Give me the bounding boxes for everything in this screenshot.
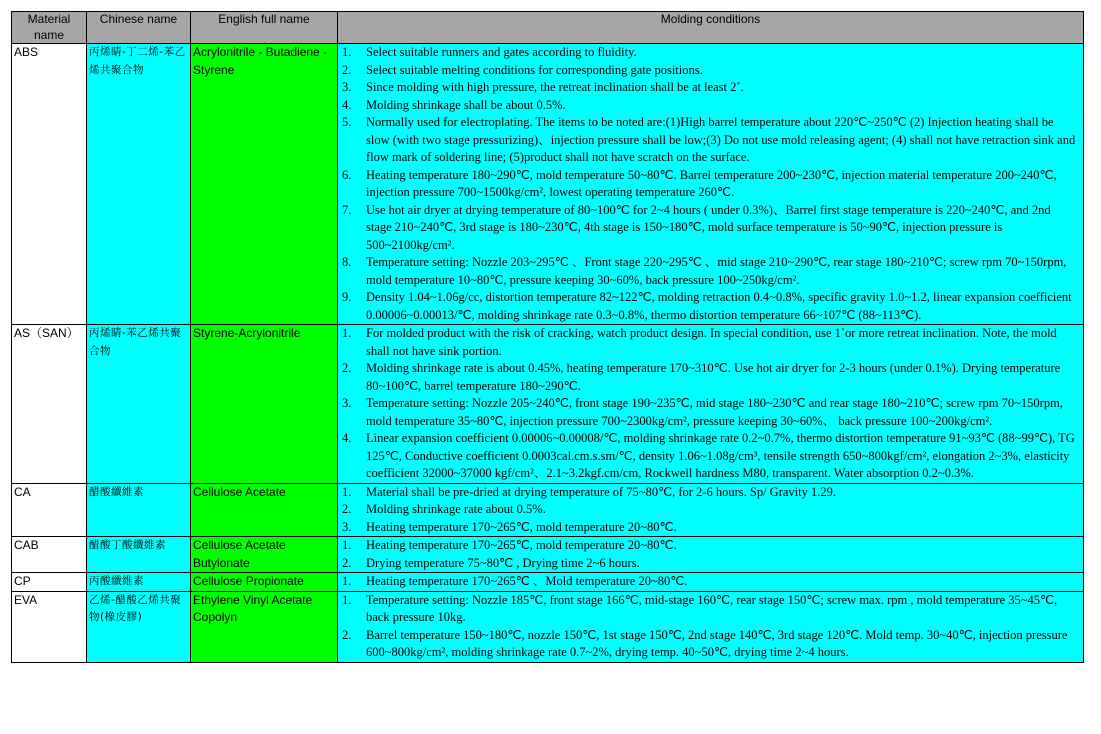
condition-item: [340, 501, 1081, 519]
chinese-name-cell: 醋酸纖維素: [87, 483, 191, 537]
condition-number: 1.: [342, 592, 352, 607]
condition-text: Molding shrinkage rate about 0.5%.: [366, 502, 546, 516]
material-name-cell: CA: [12, 483, 87, 537]
condition-number: 3.: [342, 519, 352, 534]
header-english-full-name: English full name: [191, 12, 338, 44]
condition-item: [340, 325, 1081, 360]
table-row: [12, 591, 1084, 662]
condition-item: [340, 484, 1081, 502]
condition-text: Heating temperature 170~265℃ 、Mold temperature 20~80℃.: [366, 574, 688, 588]
material-name-cell: CAB: [12, 537, 87, 573]
condition-item: [340, 627, 1081, 662]
condition-number: 1.: [342, 574, 352, 588]
condition-item: [340, 167, 1081, 202]
material-name-cell: EVA: [12, 591, 87, 662]
condition-item: [340, 360, 1081, 395]
header-material-name: Material name: [12, 12, 87, 44]
condition-text: Density 1.04~1.06g/cc, distortion temperature 82~122℃, molding retraction 0.4~0.8%, specific gravity 1.0~1.2, linear expansion coefficient 0.00006~0.00013/℃, molding shrinkage rate 0.3~0.8%, thermo distortion temperature 66~107℃ (88~113℃).: [366, 290, 1072, 322]
molding-conditions-cell: [338, 591, 1084, 662]
condition-number: 7.: [342, 202, 352, 217]
table-row: [12, 537, 1084, 573]
condition-text: Heating temperature 180~290℃, mold temperature 50~80℃. Barrel temperature 200~230℃, injection material temperature 200~240℃, injection pressure 700~1500kg/cm², lowest operating temperature 260℃.: [366, 167, 1057, 199]
condition-number: 5.: [342, 115, 352, 129]
condition-number: 4.: [342, 97, 352, 112]
condition-item: [340, 254, 1081, 289]
header-chinese-name: Chinese name: [87, 12, 191, 44]
conditions-list: [340, 325, 1081, 483]
condition-item: [340, 537, 1081, 555]
english-name-cell: Cellulose Acetate Butyionate: [191, 537, 338, 573]
english-name-cell: Cellulose Acetate: [191, 483, 338, 537]
condition-text: For molded product with the risk of cracking, watch product design. In special condition, use 1˚or more retreat inclination. Note, the mold shall not have sink portion.: [366, 326, 1057, 358]
condition-text: Material shall be pre-dried at drying temperature of 75~80℃, for 2-6 hours. Sp/ Gravity 1.29.: [366, 484, 836, 499]
header-row: [12, 12, 1084, 44]
condition-text: Select suitable runners and gates according to fluidity.: [366, 45, 637, 59]
condition-number: 2.: [342, 361, 352, 375]
condition-item: [340, 519, 1081, 537]
condition-item: [340, 430, 1081, 483]
chinese-name-cell: 乙烯-醋酸乙烯共聚物(橡皮膠): [87, 591, 191, 662]
conditions-list: [340, 537, 1081, 572]
condition-number: 3.: [342, 80, 352, 94]
condition-item: [340, 114, 1081, 167]
condition-number: 4.: [342, 431, 352, 445]
condition-text: Temperature setting: Nozzle 203~295℃ 、Front stage 220~295℃ 、mid stage 210~290℃, rear stage 180~210℃; screw rpm 70~150rpm, mold temperature 10~80℃, pressure keeping 30~60%, back pressure 100~250kg/cm².: [366, 255, 1067, 287]
condition-number: 2.: [342, 627, 352, 642]
condition-number: 3.: [342, 396, 352, 410]
condition-text: Barrel temperature 150~180℃, nozzle 150℃, 1st stage 150℃, 2nd stage 140℃, 3rd stage 120℃. Mold temp. 30~40℃, injection pressure 600~800kg/cm², molding shrinkage rate 0.7~2%, drying temp. 40~50℃, drying time 2~4 hours.: [366, 627, 1068, 659]
condition-item: [340, 44, 1081, 62]
condition-number: 6.: [342, 167, 352, 182]
condition-number: 1.: [342, 538, 352, 552]
condition-item: [340, 97, 1081, 115]
table-row: [12, 44, 1084, 325]
condition-text: Drying temperature 75~80℃ , Drying time 2~6 hours.: [366, 555, 640, 570]
condition-text: Heating temperature 170~265℃, mold temperature 20~80℃.: [366, 519, 677, 534]
condition-number: 2.: [342, 502, 352, 516]
material-name-cell: CP: [12, 573, 87, 592]
material-name-cell: ABS: [12, 44, 87, 325]
condition-text: Heating temperature 170~265℃, mold temperature 20~80℃.: [366, 538, 677, 552]
condition-text: Normally used for electroplating. The items to be noted are:(1)High barrel temperature about 220℃~250℃ (2) Injection heating shall be slow (with two stage pressurizing)、injection pressure shall be low;(3) Do not use mold releasing agent; (4) shall not have retraction sink and flow mark of soldering line; (5)product shall not have scratch on the surface.: [366, 115, 1076, 164]
condition-item: [340, 289, 1081, 324]
molding-conditions-cell: [338, 537, 1084, 573]
molding-conditions-table: [11, 11, 1084, 663]
condition-item: [340, 592, 1081, 627]
condition-number: 2.: [342, 555, 352, 570]
condition-item: [340, 555, 1081, 573]
molding-conditions-cell: [338, 44, 1084, 325]
conditions-list: [340, 592, 1081, 662]
condition-item: [340, 395, 1081, 430]
condition-text: Temperature setting: Nozzle 205~240℃, front stage 190~235℃, mid stage 180~230℃ and rear stage 180~210℃; screw rpm 70~150rpm, mold temperature 35~80℃, injection pressure 700~2300kg/cm², pressure keeping 30~60%、 back pressure 100~200kg/cm².: [366, 396, 1063, 428]
condition-text: Since molding with high pressure, the retreat inclination shall be at least 2˚.: [366, 80, 744, 94]
chinese-name-cell: 丙烯睛-丁二烯-苯乙烯共聚合物: [87, 44, 191, 325]
header-molding-conditions: Molding conditions: [338, 12, 1084, 44]
condition-text: Use hot air dryer at drying temperature of 80~100℃ for 2~4 hours ( under 0.3%)、Barrel first stage temperature is 220~240℃, and 2nd stage 210~240℃, 3rd stage is 180~230℃, 4th stage is 150~180℃, mold surface temperature is 50~90℃, injection pressure is 500~2100kg/cm².: [366, 202, 1051, 252]
molding-conditions-cell: [338, 483, 1084, 537]
table-body: [12, 44, 1084, 663]
condition-text: Temperature setting: Nozzle 185℃, front stage 166℃, mid-stage 160℃, rear stage 150℃; screw max. rpm , mold temperature 35~45℃, back pressure 10kg.: [366, 592, 1058, 624]
condition-number: 9.: [342, 290, 352, 304]
condition-text: Molding shrinkage shall be about 0.5%.: [366, 97, 566, 112]
condition-number: 1.: [342, 484, 352, 499]
conditions-list: [340, 573, 1081, 591]
chinese-name-cell: 醋酸丁酸纖維素: [87, 537, 191, 573]
molding-conditions-cell: [338, 325, 1084, 484]
table-row: [12, 325, 1084, 484]
condition-item: [340, 202, 1081, 255]
condition-text: Select suitable melting conditions for corresponding gate positions.: [366, 62, 703, 77]
condition-number: 1.: [342, 45, 352, 59]
molding-conditions-cell: [338, 573, 1084, 592]
condition-item: [340, 79, 1081, 97]
condition-number: 8.: [342, 255, 352, 269]
condition-number: 1.: [342, 326, 352, 340]
english-name-cell: Cellulose Propionate: [191, 573, 338, 592]
condition-number: 2.: [342, 62, 352, 77]
english-name-cell: Ethylene Vinyl Acetate Copolyn: [191, 591, 338, 662]
condition-text: Molding shrinkage rate is about 0.45%, heating temperature 170~310℃. Use hot air dryer for 2-3 hours (under 0.1%). Drying temperature 80~100℃, barrel temperature 180~290℃.: [366, 361, 1061, 393]
condition-item: [340, 573, 1081, 591]
condition-text: Linear expansion coefficient 0.00006~0.00008/℃, molding shrinkage rate 0.2~0.7%, thermo distortion temperature 91~93℃ (88~99℃), TG 125℃, Conductive coefficient 0.0003cal.cm.s.sm/℃, density 1.06~1.08g/cm³, tensile strength 650~800kgf/cm², elongation 2~3%, elasticity coefficient 32000~37000 kgf/cm²、2.1~3.2kgf.cm/cm, Rockwell hardness M80, transparent. Water absorption 0.2~0.3%.: [366, 431, 1075, 480]
table-row: [12, 483, 1084, 537]
condition-item: [340, 62, 1081, 80]
conditions-list: [340, 484, 1081, 537]
material-name-cell: AS（SAN）: [12, 325, 87, 484]
english-name-cell: Styrene-Acrylonitrile: [191, 325, 338, 484]
english-name-cell: Acrylonitrile - Butadiene - Styrene: [191, 44, 338, 325]
conditions-list: [340, 44, 1081, 324]
table-row: [12, 573, 1084, 592]
chinese-name-cell: 丙酸纖維素: [87, 573, 191, 592]
chinese-name-cell: 丙烯睛-苯乙烯共聚合物: [87, 325, 191, 484]
